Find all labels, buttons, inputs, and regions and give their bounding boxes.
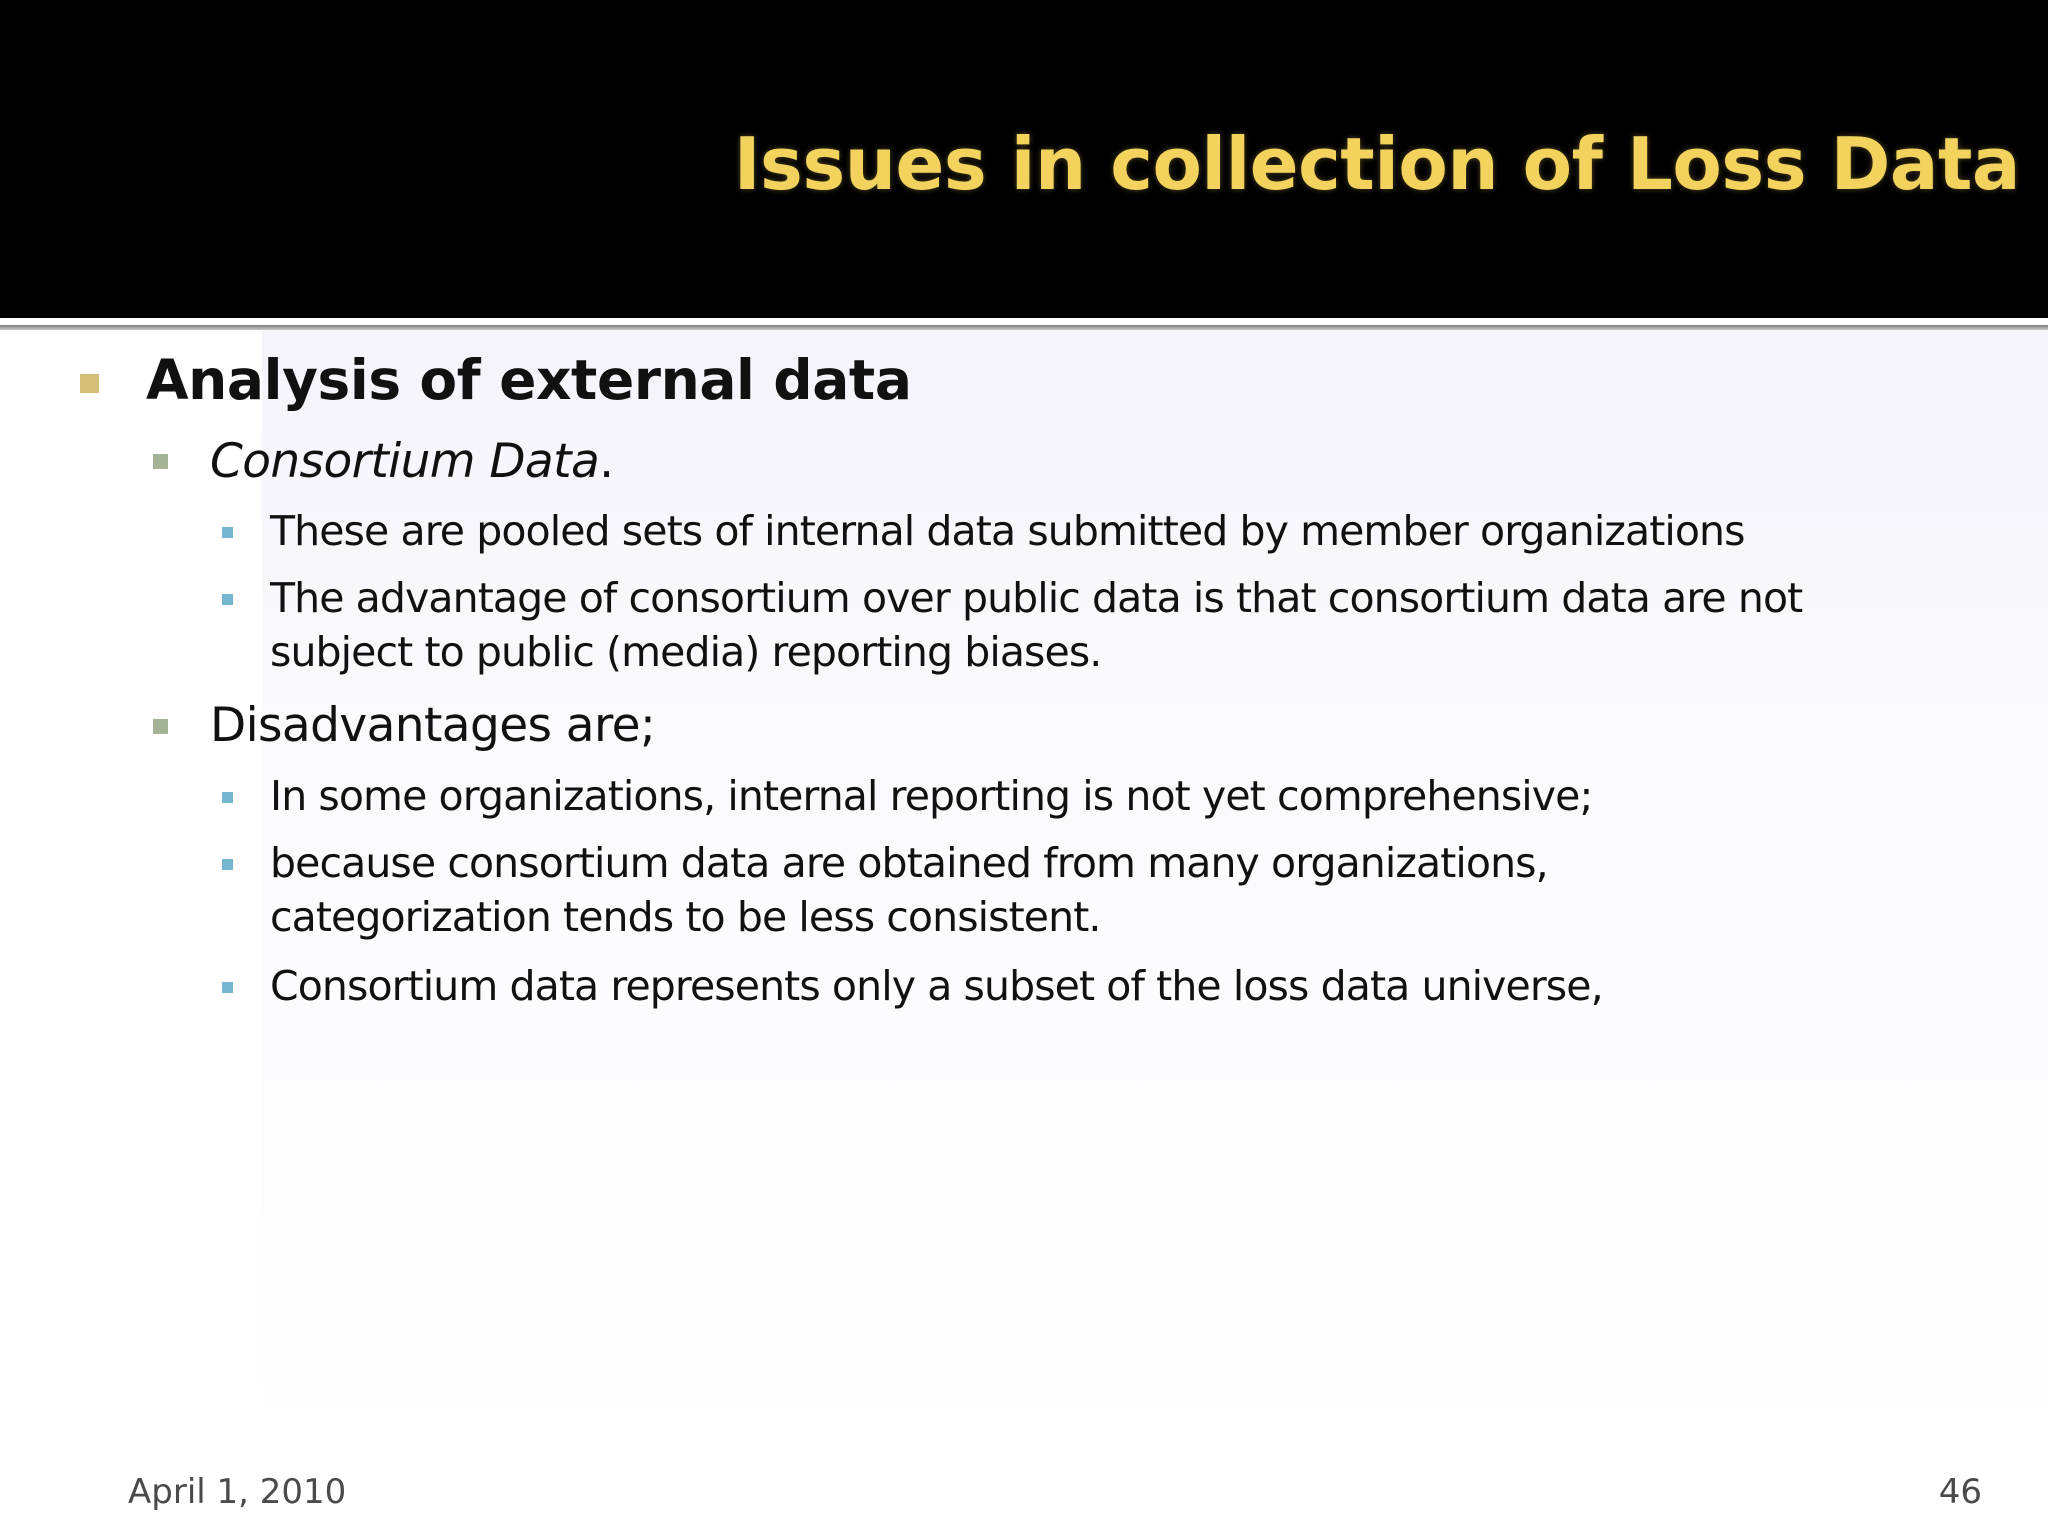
header-gap: [0, 318, 2048, 325]
page-number: 46: [1938, 1472, 1982, 1512]
consortium-data-label: Consortium Data: [210, 434, 600, 489]
advantage-text-line-2: subject to public (media) reporting biases.: [270, 628, 1102, 676]
categorization-text-line-2: categorization tends to be less consistent.: [270, 893, 1101, 941]
footer-date: April 1, 2010: [128, 1472, 347, 1512]
square-bullet-icon: [222, 594, 233, 605]
consortium-data-line: [210, 434, 614, 490]
slide-header: [0, 0, 2048, 318]
pooled-sets-text: These are pooled sets of internal data submitted by member organizations: [270, 507, 1745, 555]
square-bullet-icon: [222, 982, 233, 993]
categorization-text-line-1: because consortium data are obtained from many organizations,: [270, 839, 1548, 887]
advantage-text-line-1: The advantage of consortium over public data is that consortium data are not: [270, 574, 1803, 622]
heading-text: Analysis of external data: [146, 348, 912, 412]
slide-body: [0, 330, 2048, 1536]
internal-reporting-text: In some organizations, internal reporting is not yet comprehensive;: [270, 772, 1593, 820]
slide-title: Issues in collection of Loss Data: [733, 122, 2020, 206]
square-bullet-icon: [80, 374, 99, 393]
square-bullet-icon: [222, 792, 233, 803]
square-bullet-icon: [153, 719, 168, 734]
disadvantages-label: Disadvantages are;: [210, 698, 656, 753]
consortium-data-period: .: [599, 434, 614, 489]
square-bullet-icon: [222, 527, 233, 538]
subset-text: Consortium data represents only a subset of the loss data universe,: [270, 962, 1603, 1010]
square-bullet-icon: [153, 454, 168, 469]
square-bullet-icon: [222, 859, 233, 870]
